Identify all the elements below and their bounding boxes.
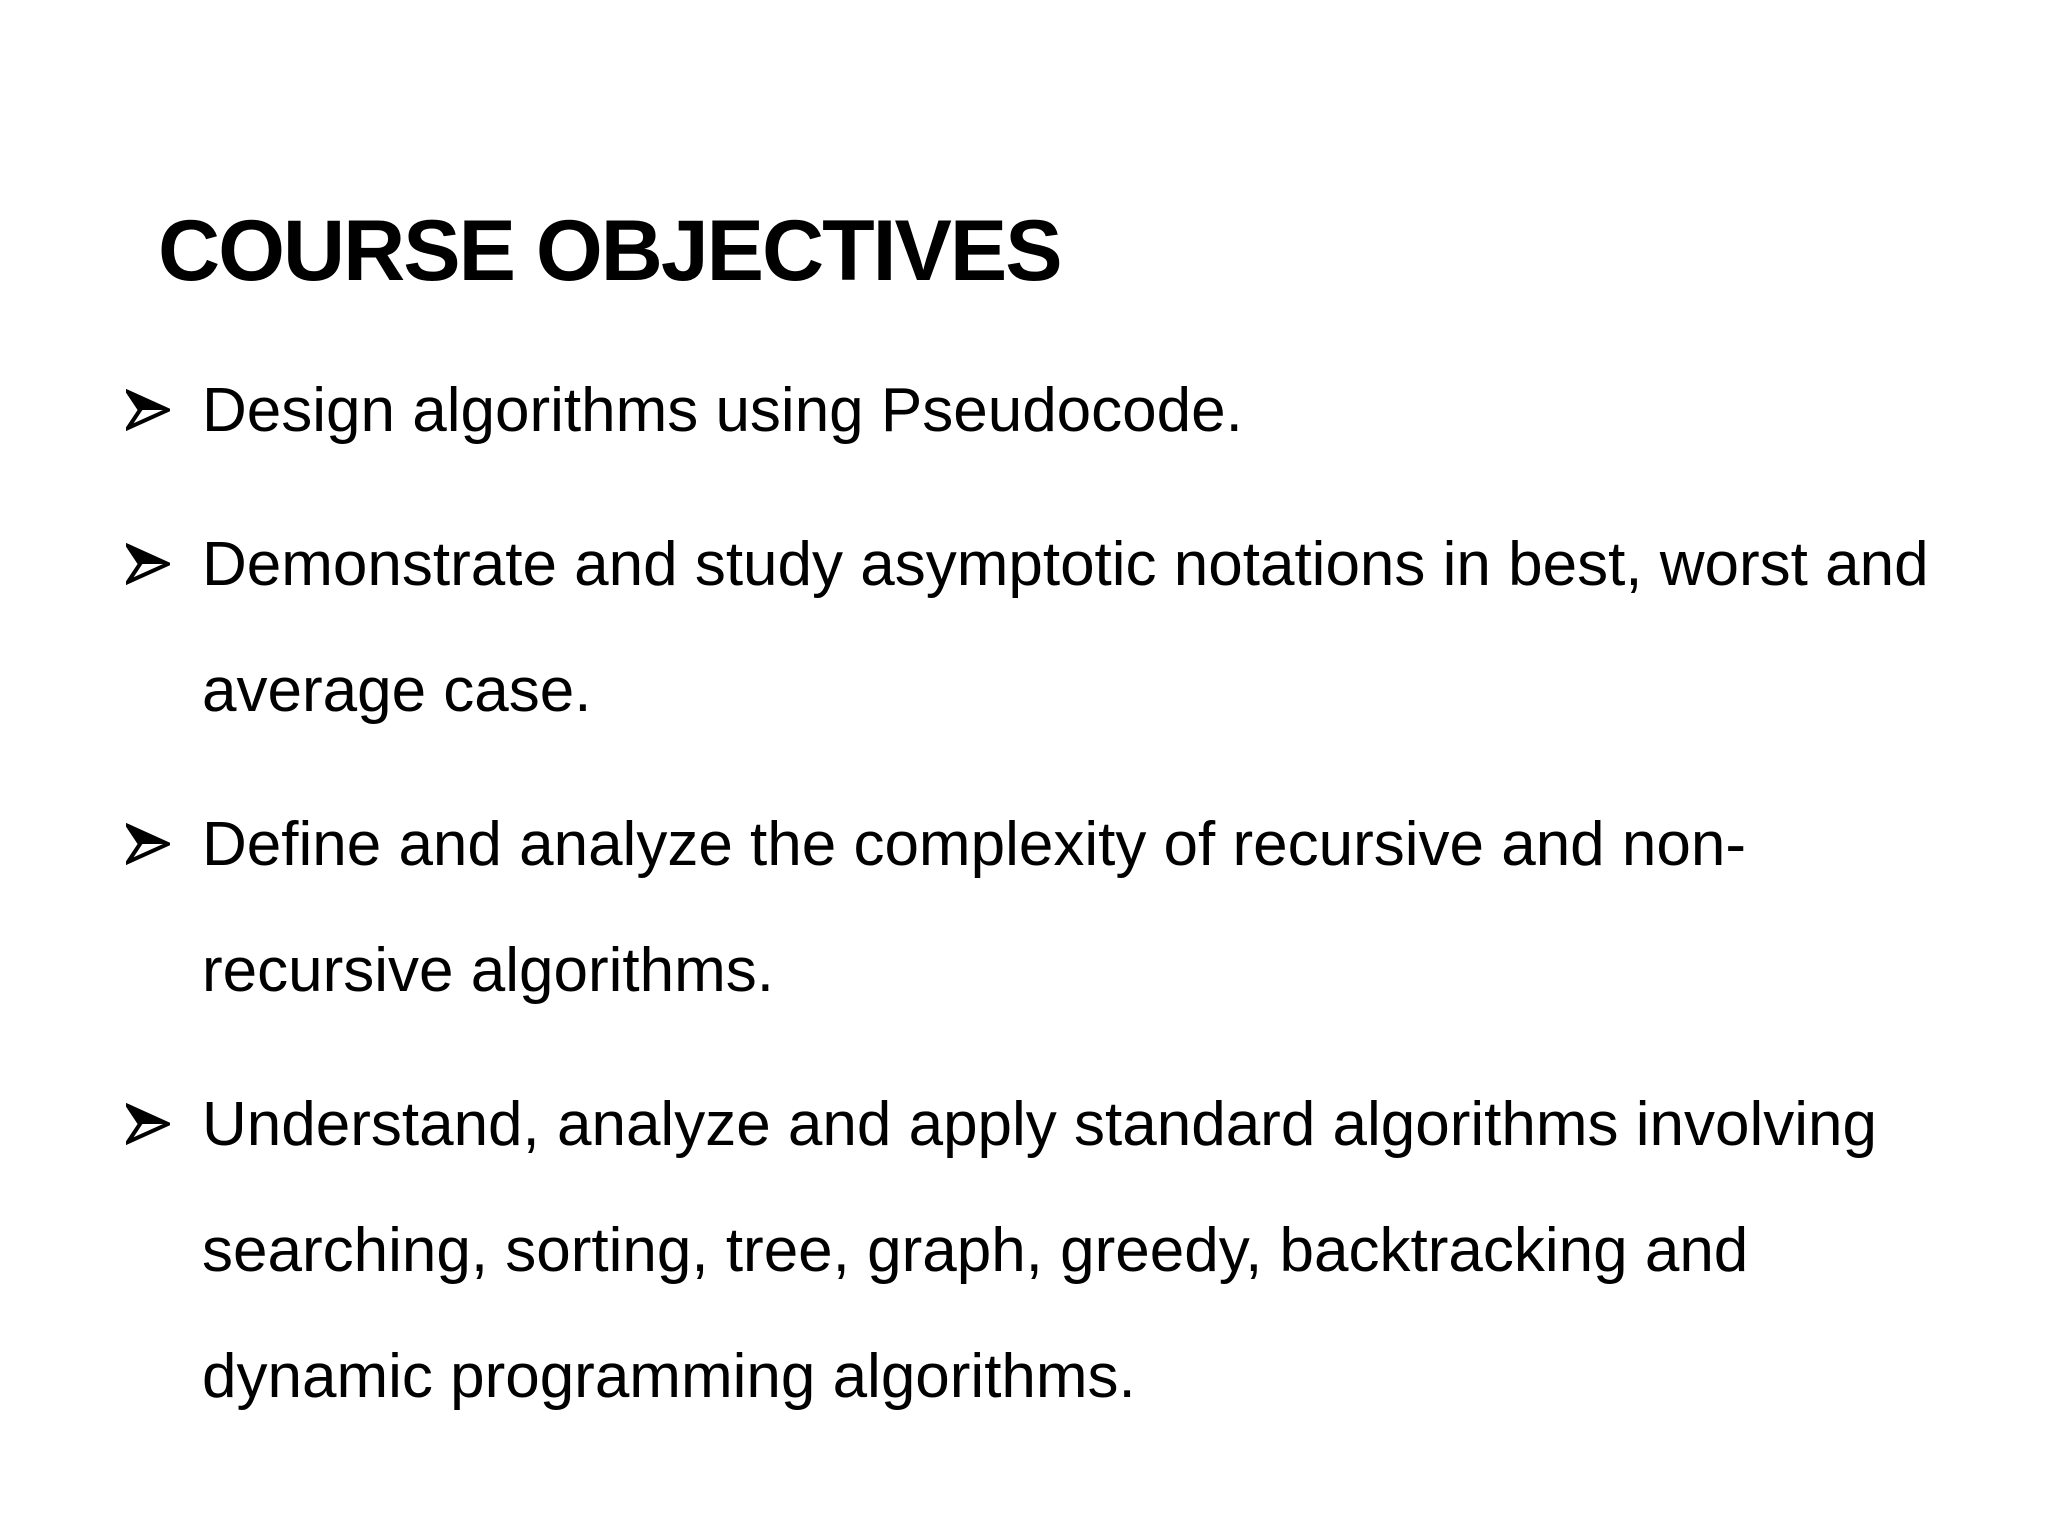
objective-item <box>126 782 1986 1034</box>
objective-text: Design algorithms using Pseudocode. <box>202 376 1243 445</box>
slide-title: COURSE OBJECTIVES <box>158 203 1061 299</box>
objective-text: Understand, analyze and apply standard algorithms involving searching, sorting, tree, graph, greedy, backtracking and dynamic programming algorithms. <box>202 1090 1877 1411</box>
objectives-list <box>126 348 1986 1468</box>
arrowhead-bullet-icon <box>126 388 170 432</box>
arrowhead-bullet-icon <box>126 822 170 866</box>
objective-text: Demonstrate and study asymptotic notations in best, worst and average case. <box>202 530 1929 725</box>
arrowhead-bullet-icon <box>126 1102 170 1146</box>
objective-item <box>126 348 1986 474</box>
arrowhead-bullet-icon <box>126 542 170 586</box>
objective-item <box>126 502 1986 754</box>
objective-item <box>126 1062 1986 1440</box>
objective-text: Define and analyze the complexity of recursive and non-recursive algorithms. <box>202 810 1746 1005</box>
